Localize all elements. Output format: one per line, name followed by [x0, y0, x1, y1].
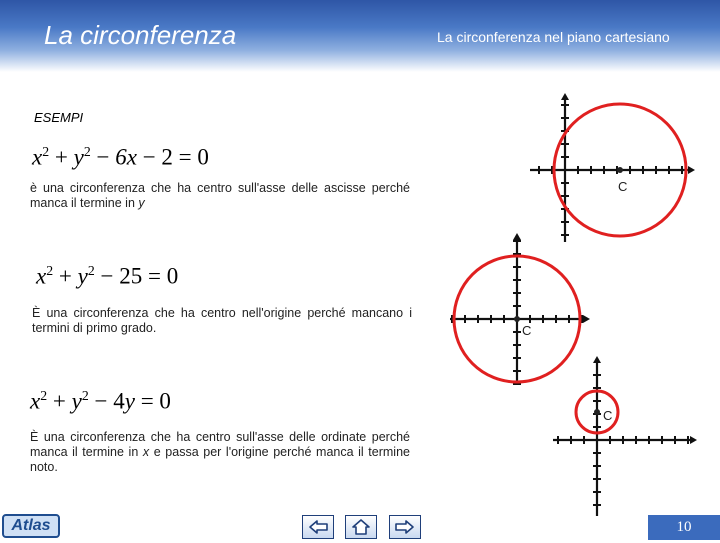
- graph-1-y-arrow: [561, 93, 569, 100]
- slide-subtitle: La circonferenza nel piano cartesiano: [437, 29, 670, 45]
- description-1: è una circonferenza che ha centro sull'asse delle ascisse perché manca il termine in y: [30, 181, 410, 210]
- forward-arrow-icon: [390, 516, 420, 538]
- description-2: È una circonferenza che ha centro nell'origine perché mancano i termini di primo grado.: [32, 306, 412, 335]
- back-arrow-icon: [303, 516, 333, 538]
- presentation-title: La circonferenza: [44, 20, 237, 50]
- back-button[interactable]: [302, 515, 334, 539]
- home-icon: [346, 516, 376, 538]
- equation-2: $x^2 + y^2 - 25 = 0$: [36, 263, 179, 289]
- center-label-2: C: [522, 323, 532, 338]
- graph-2-y-arrow: [513, 233, 521, 240]
- description-3: È una circonferenza che ha centro sull'asse delle ordinate perché manca il termine in x e passa per l'origine perché manca il termine noto.: [30, 430, 410, 474]
- forward-button[interactable]: [389, 515, 421, 539]
- graph-2-x-arrow: [583, 315, 590, 323]
- page-number: 10: [676, 519, 692, 535]
- graph-3-x-arrow: [690, 436, 697, 444]
- center-point-2: [514, 316, 520, 322]
- atlas-logo: Atlas: [2, 514, 60, 538]
- graph-1-x-arrow: [688, 166, 695, 174]
- equation-3: $x^2 + y^2 - 4y = 0$: [30, 388, 171, 414]
- center-label-1: C: [618, 179, 628, 194]
- coordinate-axes: [450, 93, 697, 516]
- home-button[interactable]: [345, 515, 377, 539]
- graph-3-y-arrow: [593, 356, 601, 363]
- center-point-3: [594, 409, 600, 415]
- center-point-1: [617, 167, 623, 173]
- center-label-3: C: [603, 408, 613, 423]
- section-label: ESEMPI: [34, 110, 84, 125]
- page-number-box: [648, 515, 720, 540]
- equation-1: $x^2 + y^2 - 6x - 2 = 0$: [32, 144, 209, 170]
